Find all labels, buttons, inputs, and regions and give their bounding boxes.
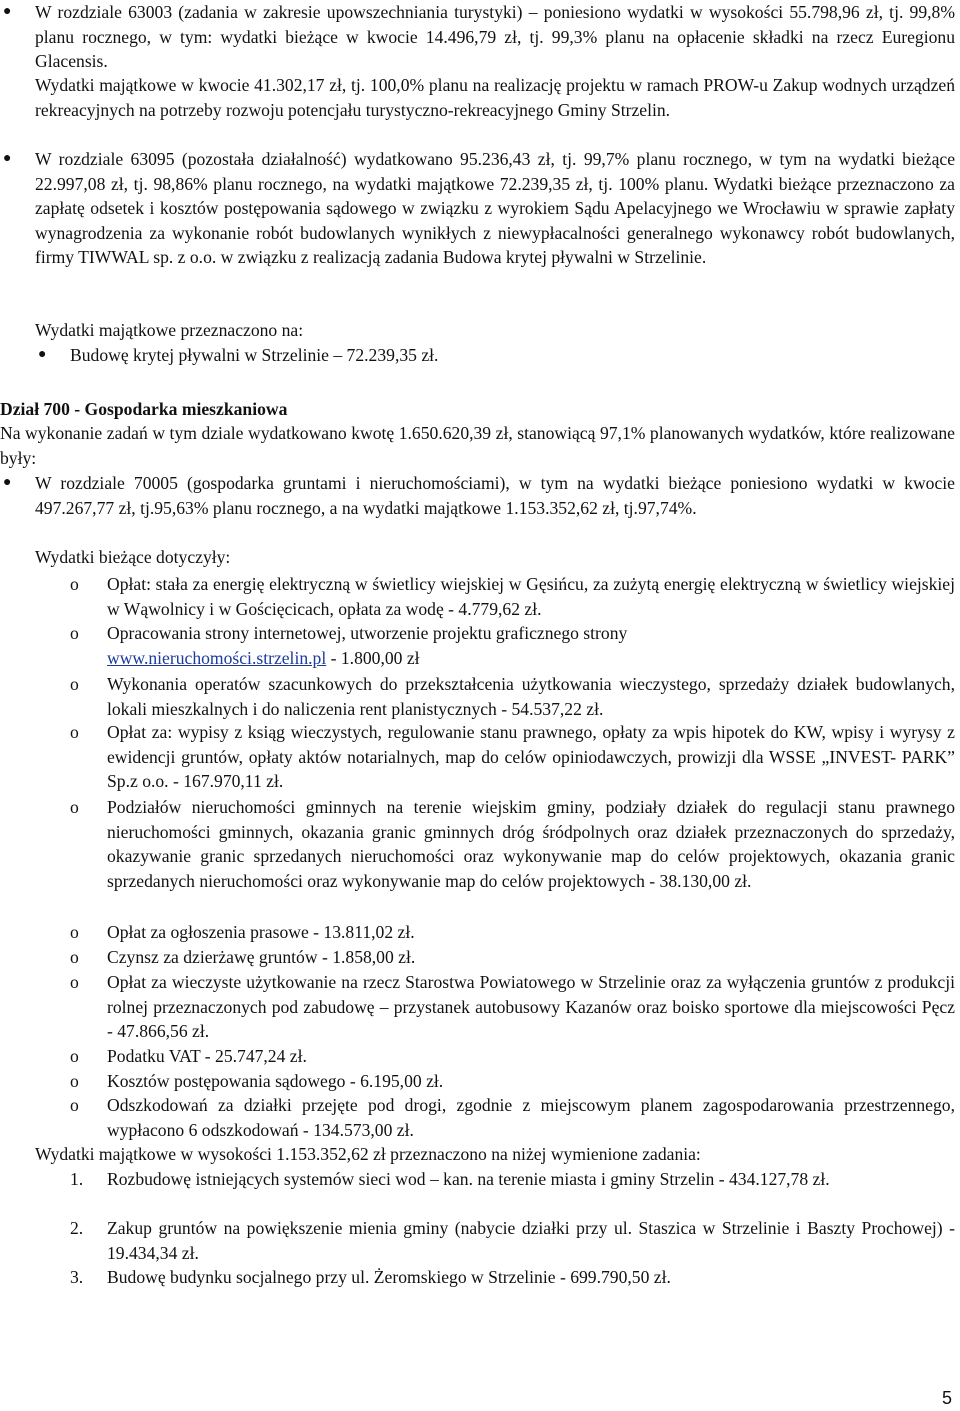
sub-item-2: Opracowania strony internetowej, utworzenie projektu graficznego strony www.nieruchomości.strzelin.pl - 1.800,00 zł (107, 623, 628, 668)
bullet-icon: ● (3, 151, 12, 166)
paragraph-r63095: W rozdziale 63095 (pozostała działalność) wydatkowano 95.236,43 zł, tj. 99,7% planu rocznego, w tym na wydatki bieżące 22.997,08 zł, tj. 98,86% planu rocznego, na wydatki majątkowe 72.239,35 zł, tj. 100% planu. Wydatki bieżące przeznaczono za zapłatę odsetek i kosztów postępowania sądowego w związku z wyrokiem Sądu Apelacyjnego we Wrocławiu w sprawie zapłaty wynagrodzenia za wykonanie robót budowlanych wynikłych z niewypłacalności generalnego wykonawcy robót budowlanych, firmy TIWWAL sp. z o.o. w związku z realizacją zadania Budowa krytej pływalni w Strzelinie. (35, 149, 955, 267)
circle-bullet-icon: o (70, 574, 79, 594)
bullet-icon: ● (38, 347, 47, 362)
sub-item-9: Podatku VAT - 25.747,24 zł. (107, 1046, 307, 1066)
circle-bullet-icon: o (70, 797, 79, 817)
paragraph-r63095-majatkowe: Wydatki majątkowe przeznaczono na: (35, 320, 304, 340)
task-item-2: Zakup gruntów na powiększenie mienia gminy (nabycie działki przy ul. Staszica w Strzelinie i Baszty Prochowej) - 19.434,34 zł. (107, 1218, 955, 1263)
sub-item-7: Czynsz za dzierżawę gruntów - 1.858,00 zł. (107, 947, 416, 967)
paragraph-r63003: W rozdziale 63003 (zadania w zakresie upowszechniania turystyki) – poniesiono wydatki w wysokości 55.798,96 zł, tj. 99,8% planu rocznego, w tym: wydatki bieżące w kwocie 14.496,79 zł, tj. 99,3% planu na opłacenie składki na rzecz Euregionu Glacensis. (35, 2, 955, 71)
paragraph-r70005: W rozdziale 70005 (gospodarka gruntami i nieruchomościami), w tym na wydatki bieżące poniesiono wydatki w kwocie 497.267,77 zł, tj.95,63% planu rocznego, a na wydatki majątkowe 1.153.352,62 zł, tj.97,74%. (35, 473, 955, 518)
circle-bullet-icon: o (70, 947, 79, 967)
sub-item-3: Wykonania operatów szacunkowych do przekształcenia użytkowania wieczystego, sprzedaży działek budowlanych, lokali mieszkalnych i do naliczenia rent planistycznych - 54.537,22 zł. (107, 674, 955, 719)
sub-item-6: Opłat za ogłoszenia prasowe - 13.811,02 zł. (107, 922, 415, 942)
sub-item-8: Opłat za wieczyste użytkowanie na rzecz Starostwa Powiatowego w Strzelinie oraz za wyłączenia gruntów z produkcji rolnej przeznaczonych pod zabudowę – przystanek autobusowy Kazanów oraz boisko sportowe dla miejscowości Pęcz - 47.866,56 zł. (107, 972, 955, 1041)
majatkowe-heading: Wydatki majątkowe w wysokości 1.153.352,62 zł przeznaczono na niżej wymienione zadania: (35, 1144, 701, 1164)
sub-item-5: Podziałów nieruchomości gminnych na terenie wiejskim gminy, podziały działek do regulacji stanu prawnego nieruchomości gminnych, okazania granic gminnych dróg śródpolnych oraz działek przeznaczonych do sprzedaży, okazywanie granic sprzedanych nieruchomości oraz wykonywanie map do celów projektowych, okazania granic sprzedanych nieruchomości oraz wykonywanie map do celów projektowych - 38.130,00 zł. (107, 797, 955, 891)
circle-bullet-icon: o (70, 1095, 79, 1115)
page-number: 5 (941, 1388, 952, 1408)
sub-item-1: Opłat: stała za energię elektryczną w świetlicy wiejskiej w Gęsińcu, za zużytą energię elektryczną w świetlicy wiejskiej w Wąwolnicy i w Gościęcicach, opłata za wodę - 4.779,62 zł. (107, 574, 955, 619)
task-number: 3. (70, 1267, 84, 1287)
website-link[interactable]: www.nieruchomości.strzelin.pl (107, 647, 327, 668)
circle-bullet-icon: o (70, 623, 79, 643)
circle-bullet-icon: o (70, 1071, 79, 1091)
circle-bullet-icon: o (70, 972, 79, 992)
task-item-1: Rozbudowę istniejących systemów sieci wod – kan. na terenie miasta i gminy Strzelin - 434.127,78 zł. (107, 1169, 830, 1189)
section-intro: Na wykonanie zadań w tym dziale wydatkowano kwotę 1.650.620,39 zł, stanowiącą 97,1% planowanych wydatków, które realizowane były: (0, 423, 955, 468)
sub-item-11: Odszkodowań za działki przejęte pod drogi, zgodnie z miejscowym planem zagospodarowania przestrzennego, wypłacono 6 odszkodowań - 134.573,00 zł. (107, 1095, 955, 1140)
circle-bullet-icon: o (70, 922, 79, 942)
bullet-icon: ● (3, 475, 12, 490)
bullet-icon: ● (3, 4, 12, 19)
biezace-heading: Wydatki bieżące dotyczyły: (35, 547, 231, 567)
task-number: 2. (70, 1218, 84, 1238)
paragraph-r63003-majatkowe: Wydatki majątkowe w kwocie 41.302,17 zł, tj. 100,0% planu na realizację projektu w ramach PROW-u Zakup wodnych urządzeń rekreacyjnych na potrzeby rozwoju potencjału turystyczno-rekreacyjnego Gminy Strzelin. (35, 75, 955, 120)
section-heading-700: Dział 700 - Gospodarka mieszkaniowa (0, 399, 288, 419)
circle-bullet-icon: o (70, 674, 79, 694)
circle-bullet-icon: o (70, 722, 79, 742)
task-number: 1. (70, 1169, 84, 1189)
sub-item-10: Kosztów postępowania sądowego - 6.195,00 zł. (107, 1071, 444, 1091)
circle-bullet-icon: o (70, 1046, 79, 1066)
sub-item-4: Opłat za: wypisy z ksiąg wieczystych, regulowanie stanu prawnego, opłaty za wpis hipotek do KW, wpisy i wyrysy z ewidencji gruntów, opłaty aktów notarialnych, map do celów opiniodawczych, prowizji dla WSSE „INVEST- PARK” Sp.z o.o. - 167.970,11 zł. (107, 722, 955, 791)
task-item-3: Budowę budynku socjalnego przy ul. Żeromskiego w Strzelinie - 699.790,50 zł. (107, 1267, 671, 1287)
bullet-basen: Budowę krytej pływalni w Strzelinie – 72.239,35 zł. (70, 345, 439, 365)
